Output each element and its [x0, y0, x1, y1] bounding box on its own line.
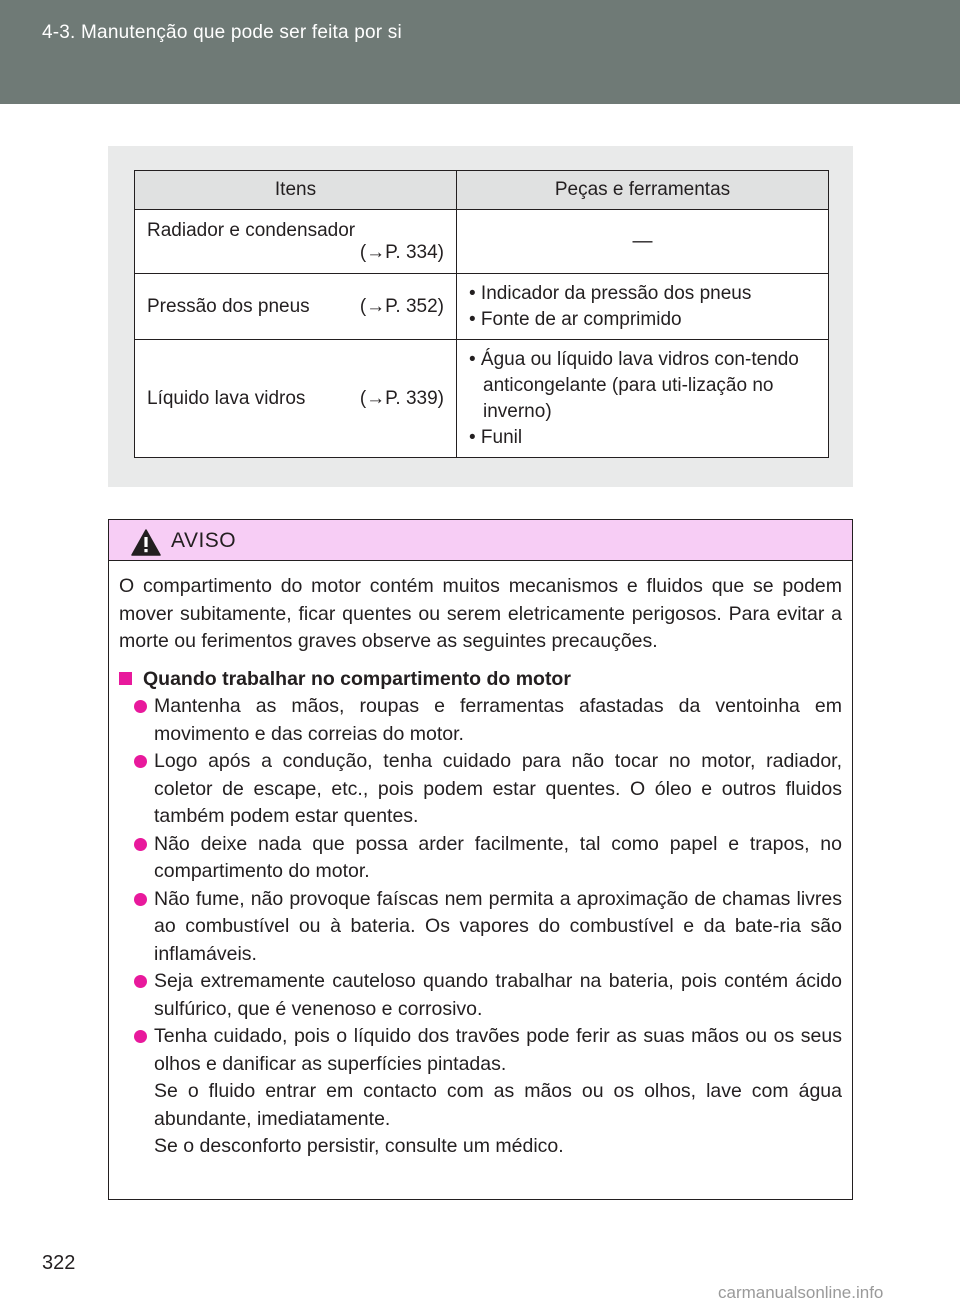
warning-bullet-text: Logo após a condução, tenha cuidado para não tocar no motor, radiador, coletor de escape, etc., pois podem estar quentes. O óleo e outros fluidos também podem estar quentes.	[154, 750, 842, 827]
page-header	[0, 0, 960, 104]
circle-bullet-icon	[134, 893, 147, 906]
warning-header	[109, 520, 852, 561]
page-reference: (→P. 334)	[359, 241, 444, 263]
item-cell	[135, 274, 457, 340]
warning-bullet-text: Tenha cuidado, pois o líquido dos travões pode ferir as suas mãos ou os seus olhos e danificar as superfícies pintadas.	[154, 1025, 842, 1075]
parts-cell: —	[457, 210, 829, 274]
parts-item: • Fonte de ar comprimido	[469, 308, 682, 330]
warning-bullet-text: Não deixe nada que possa arder facilmente, tal como papel e trapos, no compartimento do motor.	[154, 832, 842, 882]
item-name: Líquido lava vidros	[147, 387, 306, 409]
circle-bullet-icon	[134, 838, 147, 851]
parts-cell	[457, 274, 829, 340]
warning-section-title: Quando trabalhar no compartimento do motor	[143, 667, 571, 690]
warning-bullet-text: Não fume, não provoque faíscas nem permita a aproximação de chamas livres ao combustível ou à bateria. Os vapores do combustível e da bate-ria são inflamáveis.	[154, 887, 842, 965]
warning-bullet	[119, 886, 842, 969]
section-title: 4-3. Manutenção que pode ser feita por si	[42, 22, 402, 43]
header-parts: Peças e ferramentas	[457, 171, 829, 210]
table-row	[135, 210, 829, 274]
warning-section	[119, 666, 842, 694]
warning-bullet	[119, 1023, 842, 1161]
page-reference: (→P. 352)	[359, 295, 444, 317]
warning-bullet-text: Se o desconforto persistir, consulte um médico.	[154, 1135, 564, 1157]
item-cell	[135, 340, 457, 458]
warning-bullet-text: Se o fluido entrar em contacto com as mãos ou os olhos, lave com água abundante, imediatamente.	[154, 1080, 842, 1130]
watermark: carmanualsonline.info	[718, 1283, 884, 1302]
parts-item: • Indicador da pressão dos pneus	[469, 282, 752, 304]
item-name: Radiador e condensador	[147, 219, 356, 241]
warning-bullet-text: Seja extremamente cauteloso quando trabalhar na bateria, pois contém ácido sulfúrico, que é venenoso e corrosivo.	[154, 970, 842, 1020]
warning-box	[108, 519, 853, 1200]
warning-bullet-text: Mantenha as mãos, roupas e ferramentas afastadas da ventoinha em movimento e das correias do motor.	[154, 695, 842, 745]
warning-body	[109, 561, 852, 1161]
warning-bullet	[119, 968, 842, 1023]
parts-cell	[457, 340, 829, 458]
circle-bullet-icon	[134, 700, 147, 713]
warning-intro: O compartimento do motor contém muitos mecanismos e fluidos que se podem mover subitamente, ficar quentes ou serem eletricamente perigosos. Para evitar a morte ou ferimentos graves observe as seguintes precauções.	[119, 575, 842, 652]
warning-triangle-icon	[131, 529, 161, 556]
table-header-row	[135, 171, 829, 210]
item-cell	[135, 210, 457, 274]
table-row	[135, 274, 829, 340]
parts-item: • Água ou líquido lava vidros con-tendo anticongelante (para uti-lização no inverno)	[469, 348, 799, 422]
warning-title: AVISO	[171, 529, 237, 552]
item-name: Pressão dos pneus	[147, 295, 310, 317]
square-bullet-icon	[119, 672, 132, 685]
circle-bullet-icon	[134, 1030, 147, 1043]
table-row	[135, 340, 829, 458]
circle-bullet-icon	[134, 975, 147, 988]
warning-bullet	[119, 748, 842, 831]
items-table	[134, 170, 829, 458]
parts-item: • Funil	[469, 426, 523, 448]
page-reference: (→P. 339)	[359, 387, 444, 409]
header-items: Itens	[135, 171, 457, 210]
page-number: 322	[42, 1252, 76, 1274]
warning-bullet	[119, 831, 842, 886]
circle-bullet-icon	[134, 755, 147, 768]
warning-bullet	[119, 693, 842, 748]
